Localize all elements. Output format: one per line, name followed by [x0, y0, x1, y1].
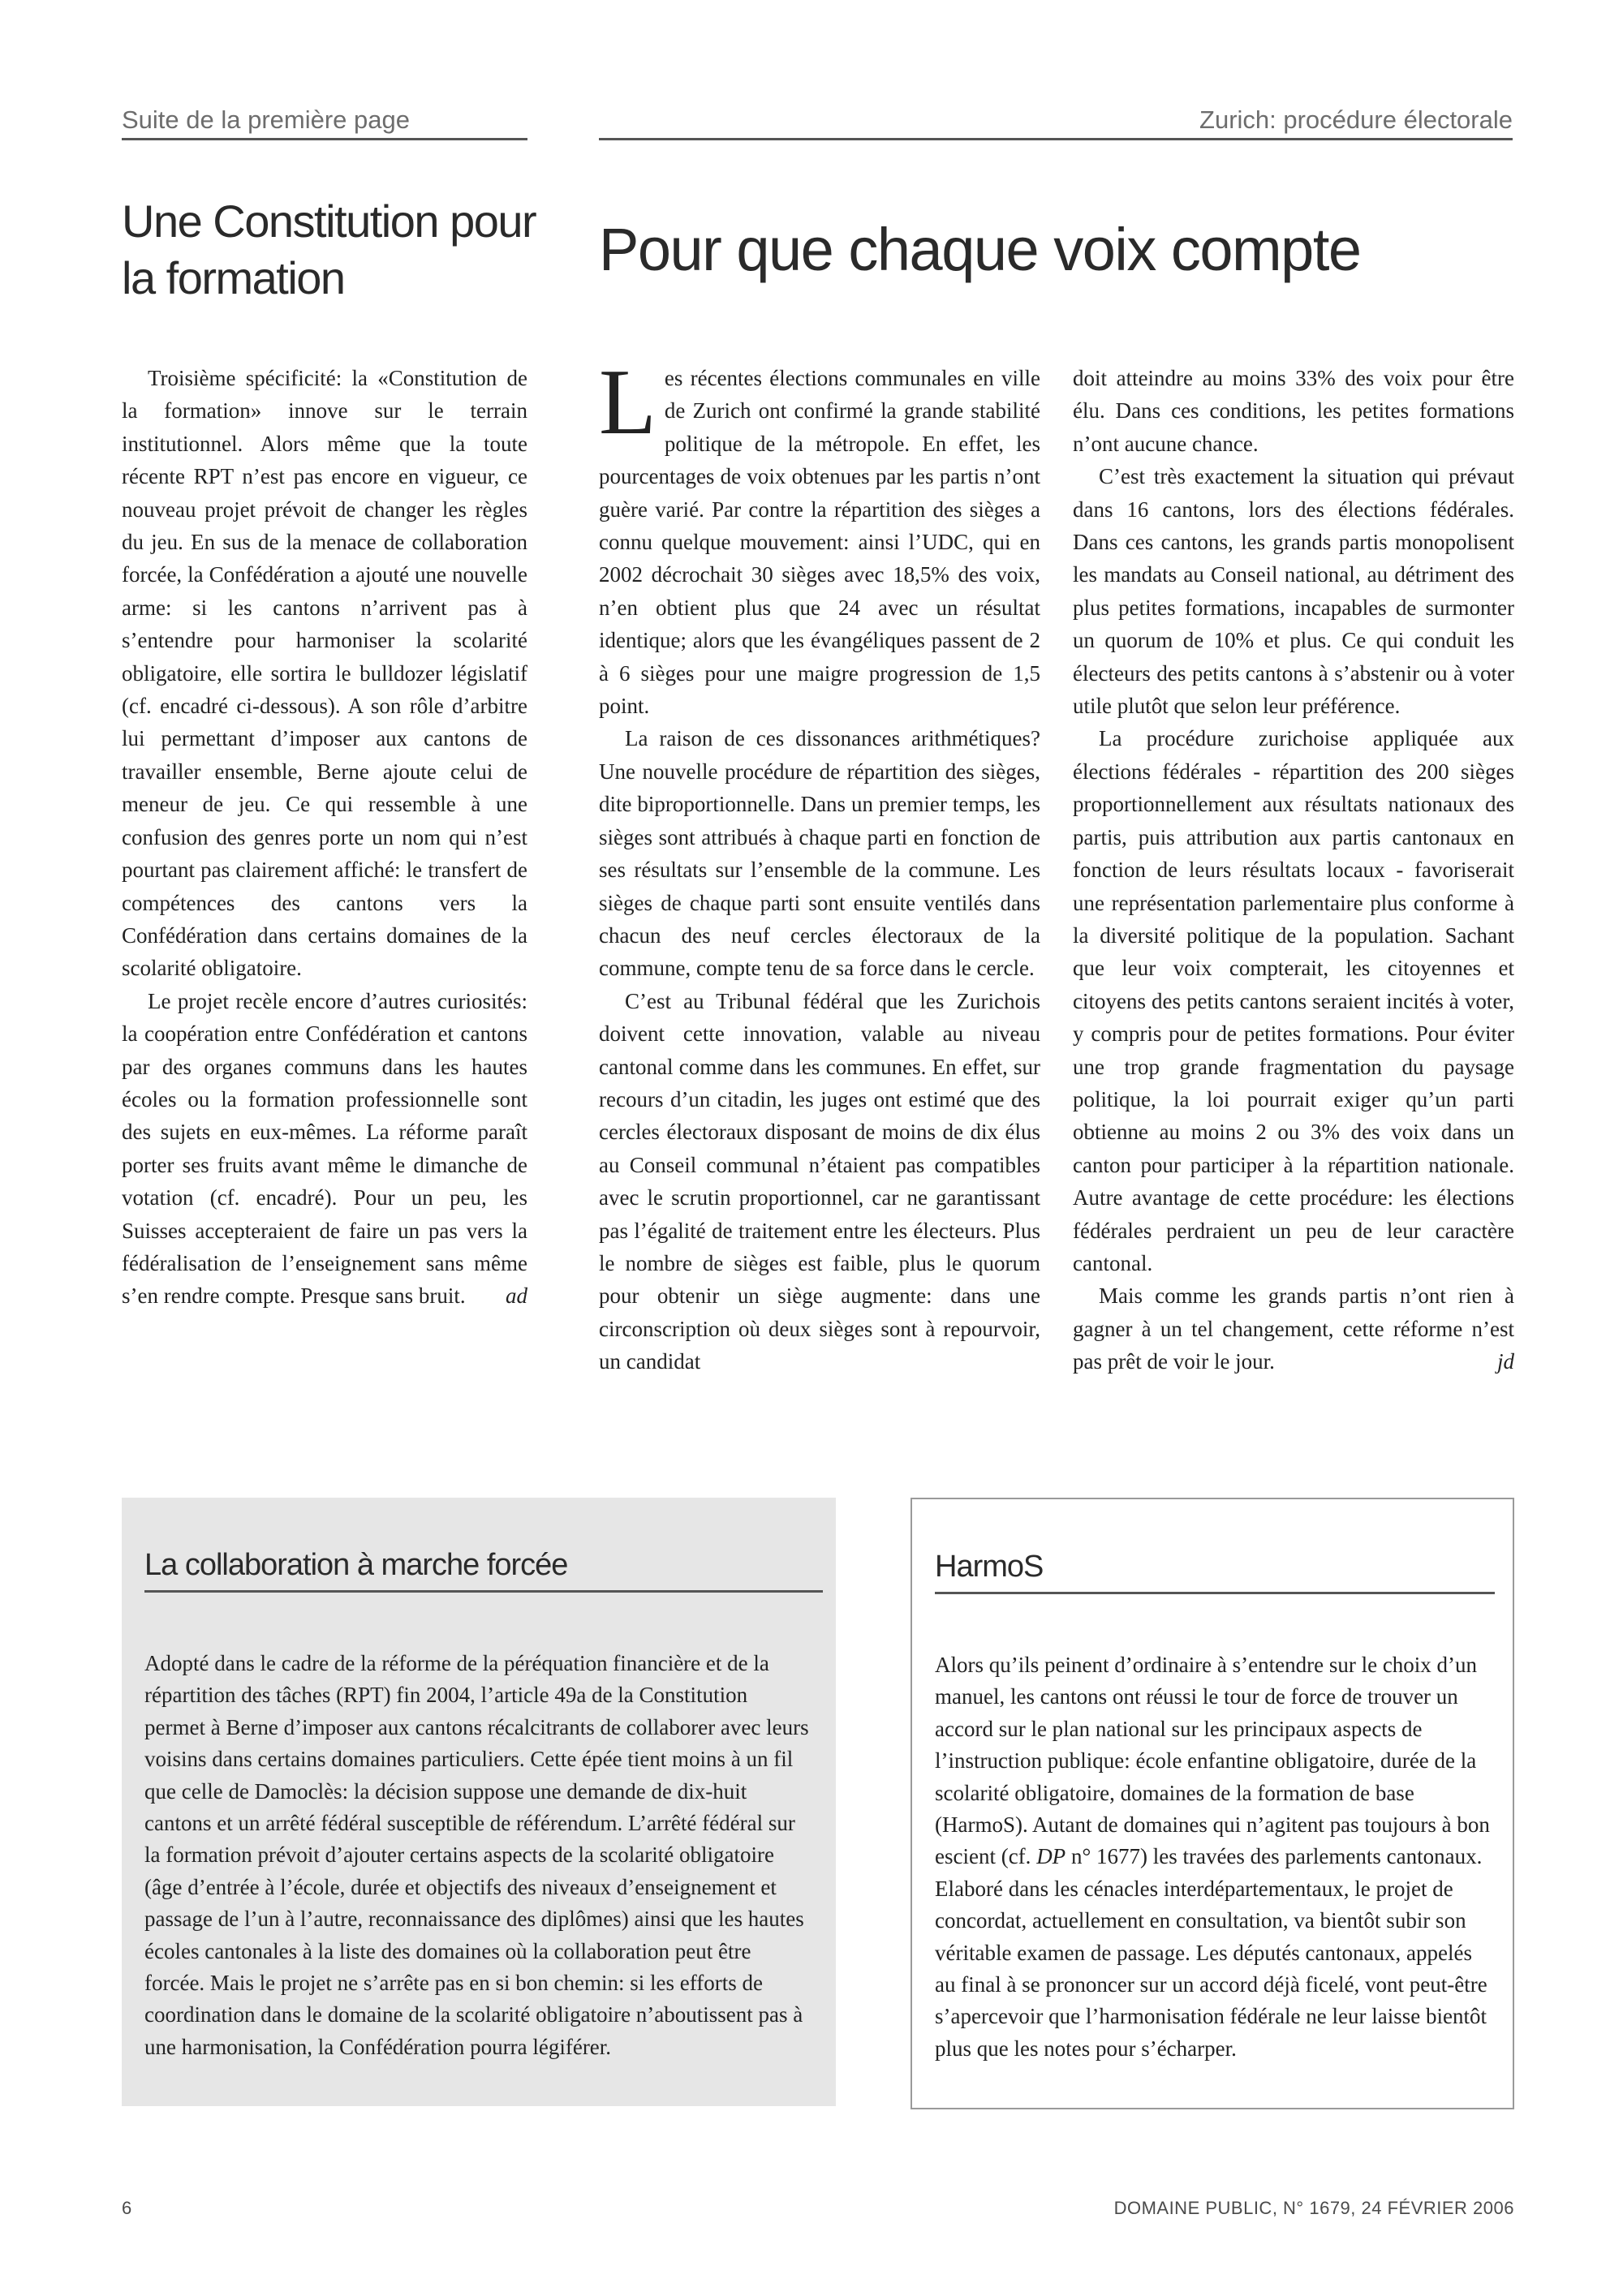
right-article-body-col2 [1073, 362, 1514, 1378]
harmos-box-text [935, 1649, 1490, 2065]
harmos-text-after: n° 1677) les travées des parlements cantonaux. Elaboré dans les cénacles interdépartementaux, le projet de concordat, actuellement en consultation, va bientôt subir son véritable examen de passage. Les députés cantonaux, appelés au final à se prononcer sur un accord déjà ficelé, vont peut-être s’apercevoir que l’harmonisation fédérale ne leur laisse bientôt plus que les notes pour s’écharper. [935, 1844, 1487, 2061]
footer-page-number: 6 [122, 2198, 132, 2218]
collaboration-box-text: Adopté dans le cadre de la réforme de la péréquation financière et de la répartition des tâches (RPT) fin 2004, l’article 49a de la Constitution permet à Berne d’imposer aux cantons récalcitrants de collaborer avec leurs voisins dans certains domaines particuliers. Cette épée tient moins à un fil que celle de Damoclès: la décision suppose une demande de dix-huit cantons et un arrêté fédéral susceptible de référendum. L’arrêté fédéral sur la formation prévoit d’ajouter certains aspects de la scolarité obligatoire (âge d’entrée à l’école, durée et objectifs des niveaux d’enseignement et passage de l’un à l’autre, reconnaissance des diplômes) ainsi que les hautes écoles cantonales à la liste des domaines où la collaboration peut être forcée. Mais le projet ne s’arrête pas en si bon chemin: si les efforts de coordination dans le domaine de la scolarité obligatoire n’aboutissent pas à une harmonisation, la Confédération pourra légiférer. [144, 1651, 809, 2059]
harmos-text-before: Alors qu’ils peinent d’ordinaire à s’entendre sur le choix d’un manuel, les cantons ont réussi le tour de force de trouver un accord sur le plan national sur les principaux aspects de l’instruction publique: école enfantine obligatoire, durée de la scolarité obligatoire, domaines de la formation de base (HarmoS). Autant de domaines qui n’agitent pas toujours à bon escient (cf. [935, 1653, 1490, 1869]
dropcap-letter: L [599, 350, 657, 454]
right-article-paragraph-1-text: es récentes élections communales en ville de Zurich ont confirmé la grande stabilité politique de la métropole. En effet, les pourcentages de voix obtenues par les partis n’ont guère varié. Par contre la répartition des sièges a connu quelque mouvement: ainsi l’UDC, qui en 2002 décrochait 30 sièges avec 18,5% des voix, n’en obtient plus que 24 avec un résultat identique; alors que les évangéliques passent de 2 à 6 sièges pour une maigre progression de 1,5 point. [599, 366, 1040, 719]
section-head-right: Zurich: procédure électorale [599, 105, 1513, 140]
collaboration-box-title: La collaboration à marche forcée [144, 1546, 823, 1593]
left-article-paragraph-1: Troisième spécificité: la «Constitution de la formation» innove sur le terrain institutionnel. Alors même que la toute récente RPT n’est pas encore en vigueur, ce nouveau projet prévoit de changer les règles du jeu. En sus de la menace de collaboration forcée, la Confédération a ajouté une nouvelle arme: si les cantons n’arrivent pas à s’entendre pour harmoniser la scolarité obligatoire, elle sortira le bulldozer législatif (cf. encadré ci-dessous). A son rôle d’arbitre lui permettant d’imposer aux cantons de travailler ensemble, Berne ajoute celui de meneur de jeu. Ce qui ressemble à une confusion des genres porte un nom qui n’est pourtant pas clairement affiché: le transfert de compétences des cantons vers la Confédération dans certains domaines de la scolarité obligatoire. [122, 366, 527, 981]
right-article-paragraph-7 [1073, 1279, 1514, 1378]
right-article-paragraph-7-text: Mais comme les grands partis n’ont rien à gagner à un tel changement, cette réforme n’est pas prêt de voir le jour. [1073, 1283, 1514, 1374]
harmos-box [911, 1498, 1514, 2109]
section-head-left: Suite de la première page [122, 105, 527, 140]
left-article-paragraph-2-text: Le projet recèle encore d’autres curiosités: la coopération entre Confédération et cantons par des organes communs dans les hautes écoles ou la formation professionnelle sont des sujets en eux-mêmes. La réforme paraît porter ses fruits avant même le dimanche de votation (cf. encadré). Pour un peu, les Suisses accepteraient de faire un pas vers la fédéralisation de l’enseignement sans même s’en rendre compte. Presque sans bruit. [122, 988, 527, 1309]
footer-publication-info: DOMAINE PUBLIC, N° 1679, 24 FÉVRIER 2006 [1113, 2198, 1514, 2218]
left-article-signature: ad [506, 1283, 527, 1309]
left-article-title: Une Constitution pour la formation [122, 196, 536, 303]
harmos-text-reference: DP [1036, 1844, 1066, 1869]
right-article-signature: jd [1496, 1349, 1514, 1374]
right-article-title: Pour que chaque voix compte [599, 216, 1361, 283]
left-article-body [122, 362, 527, 1313]
right-article-paragraph-3: C’est au Tribunal fédéral que les Zurichois doivent cette innovation, valable au niveau cantonal comme dans les communes. En effet, sur recours d’un citadin, les juges ont estimé que des cercles électoraux disposant de moins de dix élus au Conseil communal n’étaient pas compatibles avec le scrutin proportionnel, car ne garantissant pas l’égalité de traitement entre les électeurs. Plus le nombre de sièges est faible, plus le quorum pour obtenir un siège augmente: dans une circonscription où deux sièges sont à repourvoir, un candidat [599, 988, 1040, 1374]
harmos-box-title: HarmoS [935, 1548, 1495, 1594]
right-article-paragraph-6: La procédure zurichoise appliquée aux élections fédérales - répartition des 200 sièges proportionnellement aux résultats nationaux des partis, puis attribution aux partis cantonaux en fonction de leurs résultats locaux - favoriserait une représentation parlementaire plus conforme à la diversité politique de la population. Sachant que leur voix compterait, les citoyennes et citoyens des petits cantons seraient incités à voter, y compris pour de petites formations. Pour éviter une trop grande fragmentation du paysage politique, la loi pourrait exiger qu’un parti obtienne au moins 2 ou 3% des voix dans un canton pour participer à la répartition nationale. Autre avantage de cette procédure: les élections fédérales perdraient un peu de leur caractère cantonal. [1073, 726, 1514, 1275]
right-article-body-col1 [599, 350, 1040, 1378]
left-article-paragraph-2 [122, 985, 527, 1313]
right-article-paragraph-1 [599, 350, 1040, 722]
collaboration-box [122, 1498, 836, 2106]
right-article-paragraph-2: La raison de ces dissonances arithmétiques? Une nouvelle procédure de répartition des sièges, dite biproportionnelle. Dans un premier temps, les sièges sont attribués à chaque parti en fonction de ses résultats sur l’ensemble de la commune. Les sièges de chaque parti sont ensuite ventilés dans chacun des neuf cercles électoraux de la commune, compte tenu de sa force dans le cercle. [599, 726, 1040, 981]
right-article-paragraph-4: doit atteindre au moins 33% des voix pour être élu. Dans ces conditions, les petites formations n’ont aucune chance. [1073, 366, 1514, 456]
right-article-paragraph-5: C’est très exactement la situation qui prévaut dans 16 cantons, lors des élections fédérales. Dans ces cantons, les grands partis monopolisent les mandats au Conseil national, au détriment des plus petites formations, incapables de surmonter un quorum de 10% et plus. Ce qui conduit les électeurs des petits cantons à s’abstenir ou à voter utile plutôt que selon leur préférence. [1073, 464, 1514, 719]
